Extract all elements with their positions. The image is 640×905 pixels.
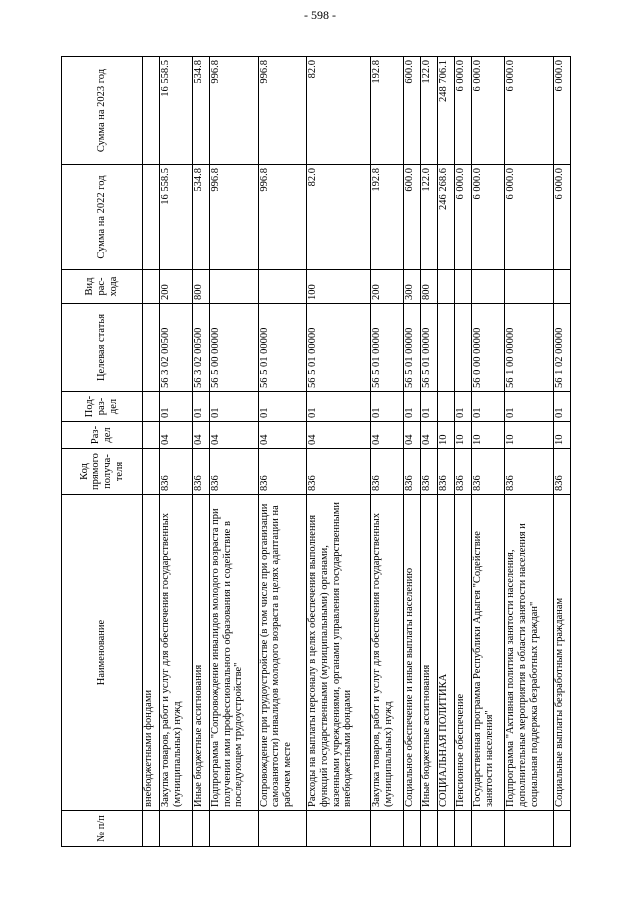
cell-podrazdel: 01 [472, 392, 505, 422]
cell-vid: 200 [160, 270, 193, 304]
col-header-code: Код прямого получа-теля [62, 449, 143, 495]
cell-num [160, 811, 193, 847]
cell-sum2023: 6 000.0 [553, 57, 570, 165]
cell-podrazdel: 01 [505, 392, 554, 422]
cell-target: 56 5 01 00000 [421, 304, 438, 392]
cell-vid: 100 [307, 270, 371, 304]
cell-target [143, 304, 160, 392]
cell-sum2022: 6 000.0 [553, 165, 570, 270]
cell-vid [455, 270, 472, 304]
budget-table [61, 56, 571, 847]
col-header-sum2022: Сумма на 2022 год [62, 165, 143, 270]
cell-num [455, 811, 472, 847]
table-row [404, 57, 421, 847]
cell-vid: 800 [421, 270, 438, 304]
cell-name: Социальные выплаты безработным гражданам [553, 495, 570, 811]
cell-target: 56 5 01 00000 [404, 304, 421, 392]
cell-razdel: 04 [404, 422, 421, 449]
cell-podrazdel: 01 [209, 392, 258, 422]
cell-podrazdel: 01 [371, 392, 404, 422]
cell-code: 836 [371, 449, 404, 495]
cell-num [143, 811, 160, 847]
cell-sum2023: 248 706.1 [438, 57, 455, 165]
cell-razdel: 10 [472, 422, 505, 449]
table-row [455, 57, 472, 847]
cell-target: 56 5 01 00000 [371, 304, 404, 392]
cell-code: 836 [505, 449, 554, 495]
cell-code: 836 [404, 449, 421, 495]
cell-vid: 800 [192, 270, 209, 304]
cell-razdel: 04 [307, 422, 371, 449]
table-row [553, 57, 570, 847]
cell-podrazdel: 01 [455, 392, 472, 422]
cell-vid [209, 270, 258, 304]
cell-sum2022: 82.0 [307, 165, 371, 270]
cell-razdel: 04 [192, 422, 209, 449]
cell-podrazdel: 01 [421, 392, 438, 422]
cell-target: 56 1 02 00000 [553, 304, 570, 392]
col-header-sum2023: Сумма на 2023 год [62, 57, 143, 165]
cell-num [505, 811, 554, 847]
cell-vid [472, 270, 505, 304]
table-row [472, 57, 505, 847]
cell-vid: 200 [371, 270, 404, 304]
cell-code: 836 [160, 449, 193, 495]
cell-name: СОЦИАЛЬНАЯ ПОЛИТИКА [438, 495, 455, 811]
cell-sum2022 [143, 165, 160, 270]
cell-name: Государственная программа Республики Адыгея "Содействие занятости населения" [472, 495, 505, 811]
table-body [143, 57, 571, 847]
cell-num [307, 811, 371, 847]
cell-sum2022: 122.0 [421, 165, 438, 270]
cell-sum2023: 996.8 [258, 57, 307, 165]
cell-target [455, 304, 472, 392]
cell-vid [143, 270, 160, 304]
cell-target [438, 304, 455, 392]
cell-target: 56 5 01 00000 [307, 304, 371, 392]
cell-vid [505, 270, 554, 304]
cell-sum2023 [143, 57, 160, 165]
cell-razdel: 10 [438, 422, 455, 449]
cell-code: 836 [421, 449, 438, 495]
cell-sum2023: 600.0 [404, 57, 421, 165]
table-row [160, 57, 193, 847]
cell-razdel: 04 [258, 422, 307, 449]
cell-razdel: 10 [505, 422, 554, 449]
cell-num [404, 811, 421, 847]
cell-code: 836 [307, 449, 371, 495]
cell-code [143, 449, 160, 495]
cell-num [371, 811, 404, 847]
cell-sum2022: 6 000.0 [455, 165, 472, 270]
cell-sum2023: 122.0 [421, 57, 438, 165]
cell-razdel: 04 [421, 422, 438, 449]
cell-sum2023: 16 558.5 [160, 57, 193, 165]
cell-podrazdel [143, 392, 160, 422]
cell-code: 836 [192, 449, 209, 495]
cell-name: Иные бюджетные ассигнования [192, 495, 209, 811]
cell-name: Закупка товаров, работ и услуг для обеспечения государственных (муниципальных) нужд [371, 495, 404, 811]
cell-podrazdel: 01 [258, 392, 307, 422]
cell-razdel: 10 [553, 422, 570, 449]
cell-sum2023: 82.0 [307, 57, 371, 165]
cell-num [421, 811, 438, 847]
cell-podrazdel: 01 [404, 392, 421, 422]
cell-sum2022: 600.0 [404, 165, 421, 270]
cell-name: внебюджетными фондами [143, 495, 160, 811]
cell-num [438, 811, 455, 847]
cell-target: 56 3 02 00500 [160, 304, 193, 392]
cell-razdel [143, 422, 160, 449]
page-number: - 598 - [304, 8, 336, 22]
cell-razdel: 04 [160, 422, 193, 449]
cell-target: 56 0 00 00000 [472, 304, 505, 392]
cell-sum2022: 246 268.6 [438, 165, 455, 270]
table-row [258, 57, 307, 847]
cell-name: Подпрограмма "Сопровождение инвалидов молодого возраста при получении ими профессионального образования и содействие в последующем трудоустройстве" [209, 495, 258, 811]
cell-name: Сопровождение при трудоустройстве (в том числе при организации самозанятости) инвалидов молодого возраста в целях адаптации на рабочем месте [258, 495, 307, 811]
table-row [307, 57, 371, 847]
cell-podrazdel [438, 392, 455, 422]
cell-name: Подпрограмма "Активная политика занятости населения, дополнительные мероприятия в области занятости населения и социальная поддержка безработных граждан" [505, 495, 554, 811]
cell-vid: 300 [404, 270, 421, 304]
cell-name: Социальное обеспечение и иные выплаты населению [404, 495, 421, 811]
cell-target: 56 5 01 00000 [258, 304, 307, 392]
cell-razdel: 04 [209, 422, 258, 449]
cell-sum2022: 192.8 [371, 165, 404, 270]
cell-num [553, 811, 570, 847]
col-header-target: Целевая статья [62, 304, 143, 392]
cell-num [209, 811, 258, 847]
cell-num [192, 811, 209, 847]
cell-code: 836 [209, 449, 258, 495]
cell-razdel: 10 [455, 422, 472, 449]
cell-num [472, 811, 505, 847]
col-header-name: Наименование [62, 495, 143, 811]
table-row [438, 57, 455, 847]
cell-sum2023: 6 000.0 [455, 57, 472, 165]
cell-vid [438, 270, 455, 304]
cell-sum2022: 996.8 [209, 165, 258, 270]
cell-razdel: 04 [371, 422, 404, 449]
col-header-razdel: Раз-дел [62, 422, 143, 449]
cell-sum2022: 534.8 [192, 165, 209, 270]
col-header-podrazdel: Под-раз-дел [62, 392, 143, 422]
cell-name: Пенсионное обеспечение [455, 495, 472, 811]
cell-podrazdel: 01 [160, 392, 193, 422]
cell-sum2022: 996.8 [258, 165, 307, 270]
table-row [421, 57, 438, 847]
col-header-num: № п/п [62, 811, 143, 847]
cell-sum2023: 534.8 [192, 57, 209, 165]
cell-sum2023: 6 000.0 [505, 57, 554, 165]
table-row [505, 57, 554, 847]
cell-vid [258, 270, 307, 304]
cell-code: 836 [472, 449, 505, 495]
table-row [192, 57, 209, 847]
cell-code: 836 [438, 449, 455, 495]
cell-target: 56 5 00 00000 [209, 304, 258, 392]
cell-code: 836 [553, 449, 570, 495]
cell-sum2022: 16 558.5 [160, 165, 193, 270]
cell-sum2022: 6 000.0 [472, 165, 505, 270]
cell-sum2022: 6 000.0 [505, 165, 554, 270]
cell-sum2023: 6 000.0 [472, 57, 505, 165]
col-header-vid: Вид рас-хода [62, 270, 143, 304]
cell-num [258, 811, 307, 847]
table-header-row [62, 57, 143, 847]
table-row [143, 57, 160, 847]
cell-podrazdel: 01 [307, 392, 371, 422]
cell-code: 836 [455, 449, 472, 495]
cell-target: 56 1 00 00000 [505, 304, 554, 392]
cell-podrazdel: 01 [553, 392, 570, 422]
cell-podrazdel: 01 [192, 392, 209, 422]
cell-sum2023: 996.8 [209, 57, 258, 165]
cell-vid [553, 270, 570, 304]
table-row [209, 57, 258, 847]
cell-target: 56 3 02 00500 [192, 304, 209, 392]
cell-name: Расходы на выплаты персоналу в целях обеспечения выполнения функций государственными (муниципальными) органами, казенными учреждениями, органами управления государственными внебюджетными фондами [307, 495, 371, 811]
table-row [371, 57, 404, 847]
cell-name: Иные бюджетные ассигнования [421, 495, 438, 811]
cell-name: Закупка товаров, работ и услуг для обеспечения государственных (муниципальных) нужд [160, 495, 193, 811]
rotated-table-container [61, 57, 571, 847]
cell-code: 836 [258, 449, 307, 495]
cell-sum2023: 192.8 [371, 57, 404, 165]
